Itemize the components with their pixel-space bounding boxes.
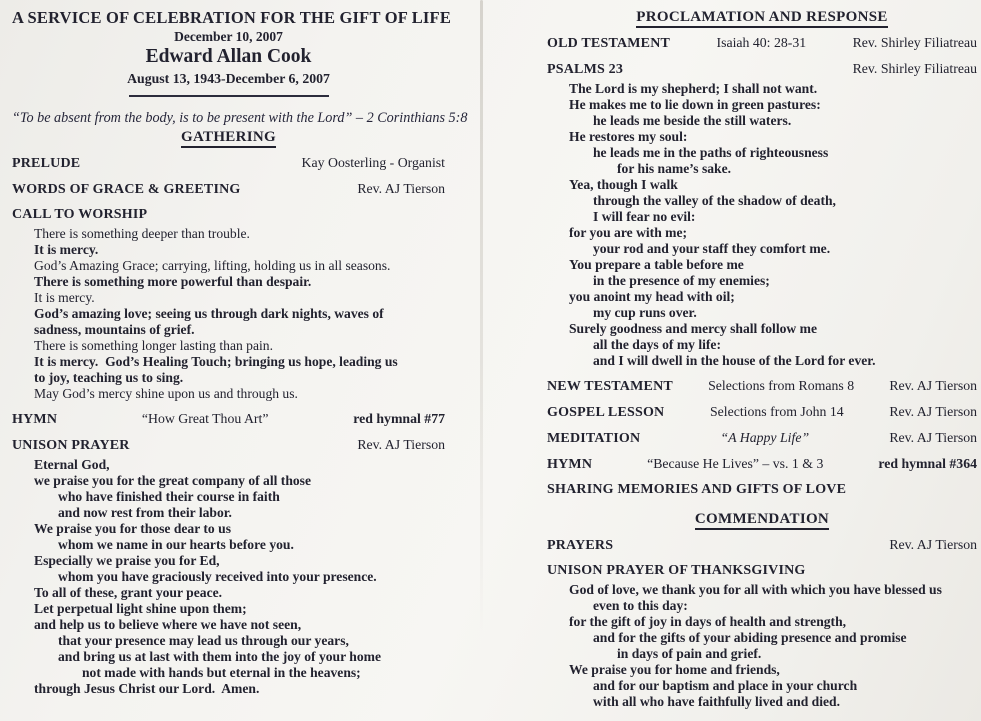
- text-line: God’s Amazing Grace; carrying, lifting, holding us in all seasons.: [34, 257, 391, 273]
- honoree-name: Edward Allan Cook: [145, 46, 312, 68]
- text-line: He restores my soul:: [569, 129, 688, 144]
- text-line: We praise you for those dear to us: [34, 520, 231, 536]
- text-line: that your presence may lead us through our years,: [58, 632, 349, 648]
- divider-rule: [129, 95, 329, 97]
- text-line: There is something deeper than trouble.: [34, 225, 250, 241]
- service-item-row: [547, 563, 977, 579]
- text-line: to joy, teaching us to sing.: [34, 369, 184, 385]
- text-line: who have finished their course in faith: [58, 488, 280, 504]
- text-line: Especially we praise you for Ed,: [34, 552, 220, 568]
- section-heading: [547, 511, 977, 528]
- text-line: Let perpetual light shine upon them;: [34, 600, 247, 616]
- service-item-label: UNISON PRAYER: [12, 437, 130, 453]
- service-item-row: [12, 155, 445, 172]
- text-line: whom we name in our hearts before you.: [58, 536, 294, 552]
- text-line: God of love, we thank you for all with which you have blessed us: [569, 582, 942, 597]
- program-title-block: [12, 7, 452, 88]
- text-line: and bring us at last with them into the joy of your home: [58, 648, 381, 664]
- text-line: with all who have faithfully lived and died.: [593, 694, 840, 709]
- section-heading: [547, 9, 977, 26]
- service-item-label: GOSPEL LESSON: [547, 405, 665, 420]
- service-item-leader: red hymnal #364: [878, 456, 977, 471]
- text-line: all the days of my life:: [593, 337, 721, 352]
- service-item-label: OLD TESTAMENT: [547, 36, 671, 51]
- text-line: we praise you for the great company of all those: [34, 472, 312, 488]
- text-line: my cup runs over.: [593, 305, 697, 320]
- life-dates: August 13, 1943-December 6, 2007: [127, 71, 330, 87]
- text-block: [547, 582, 977, 710]
- text-line: God’s amazing love; seeing us through dark nights, waves of: [34, 305, 384, 321]
- text-line: There is something longer lasting than pain.: [34, 337, 273, 353]
- text-line: through Jesus Christ our Lord. Amen.: [34, 680, 260, 696]
- text-line: and for our baptism and place in your church: [593, 678, 858, 693]
- text-line: through the valley of the shadow of death,: [593, 193, 836, 208]
- text-line: sadness, mountains of grief.: [34, 321, 195, 337]
- text-line: in the presence of my enemies;: [593, 273, 770, 288]
- service-item-detail: Selections from John 14: [709, 404, 844, 419]
- text-line: in days of pain and grief.: [617, 646, 762, 661]
- text-line: he leads me beside the still waters.: [593, 113, 792, 128]
- service-item-row: [547, 430, 977, 447]
- service-item-label: SHARING MEMORIES AND GIFTS OF LOVE: [547, 482, 847, 497]
- service-item-row: [547, 482, 977, 498]
- scripture-quote: “To be absent from the body, is to be present with the Lord” – 2 Corinthians 5:8: [12, 109, 468, 126]
- gathering-section: [12, 129, 445, 697]
- service-item-detail: Selections from Romans 8: [708, 378, 855, 393]
- service-item-leader: Rev. AJ Tierson: [357, 180, 445, 196]
- text-line: There is something more powerful than despair.: [34, 273, 312, 289]
- service-date: December 10, 2007: [174, 29, 283, 45]
- text-line: It is mercy. God’s Healing Touch; bringing us hope, leading us: [34, 353, 398, 369]
- text-line: he leads me in the paths of righteousness: [593, 145, 829, 160]
- text-block: [547, 81, 977, 369]
- text-block: [12, 457, 445, 697]
- service-item-detail: “Because He Lives” – vs. 1 & 3: [647, 456, 824, 471]
- service-item-row: [547, 537, 977, 554]
- left-page: [0, 0, 490, 721]
- text-line: whom you have graciously received into your presence.: [58, 568, 377, 584]
- service-item-label: HYMN: [12, 411, 58, 427]
- service-item-label: CALL TO WORSHIP: [12, 206, 148, 222]
- service-item-detail: “A Happy Life”: [720, 430, 810, 445]
- section-heading-text: GATHERING: [181, 129, 276, 148]
- text-line: May God’s mercy shine upon us and through us.: [34, 385, 298, 401]
- section-heading-text: PROCLAMATION AND RESPONSE: [636, 9, 887, 28]
- text-line: You prepare a table before me: [569, 257, 744, 272]
- service-item-row: [547, 35, 977, 52]
- service-item-leader: Rev. AJ Tierson: [889, 537, 977, 552]
- service-item-label: PRELUDE: [12, 155, 81, 171]
- service-item-row: [547, 404, 977, 421]
- service-item-leader: Rev. AJ Tierson: [889, 404, 977, 419]
- text-line: for the gift of joy in days of health and strength,: [569, 614, 847, 629]
- service-item-leader: red hymnal #77: [353, 410, 445, 426]
- service-item-leader: Rev. Shirley Filiatreau: [852, 61, 977, 76]
- text-line: not made with hands but eternal in the heavens;: [82, 664, 361, 680]
- service-item-label: PSALMS 23: [547, 62, 624, 77]
- service-item-detail: “How Great Thou Art”: [141, 410, 269, 426]
- text-line: To all of these, grant your peace.: [34, 584, 223, 600]
- service-item-label: MEDITATION: [547, 431, 641, 446]
- text-line: you anoint my head with oil;: [569, 289, 735, 304]
- service-item-leader: Kay Oosterling - Organist: [301, 154, 445, 170]
- text-block: [12, 226, 445, 402]
- right-page: [490, 0, 981, 721]
- service-item-row: [12, 411, 445, 428]
- text-line: for you are with me;: [569, 225, 688, 240]
- text-line: and help us to believe where we have not seen,: [34, 616, 302, 632]
- text-line: and for the gifts of your abiding presence and promise: [593, 630, 907, 645]
- section-heading-text: COMMENDATION: [695, 511, 829, 530]
- text-line: and now rest from their labor.: [58, 504, 232, 520]
- text-line: I will fear no evil:: [593, 209, 696, 224]
- service-item-leader: Rev. Shirley Filiatreau: [852, 35, 977, 50]
- text-line: Eternal God,: [34, 456, 110, 472]
- service-item-label: WORDS OF GRACE & GREETING: [12, 181, 241, 197]
- service-item-label: UNISON PRAYER OF THANKSGIVING: [547, 563, 806, 578]
- text-line: He makes me to lie down in green pastures:: [569, 97, 821, 112]
- service-item-row: [12, 181, 445, 198]
- service-item-leader: Rev. AJ Tierson: [889, 430, 977, 445]
- text-line: Yea, though I walk: [569, 177, 678, 192]
- service-item-label: NEW TESTAMENT: [547, 379, 673, 394]
- program-title: A SERVICE OF CELEBRATION FOR THE GIFT OF LIFE: [12, 8, 452, 27]
- section-heading: [12, 129, 445, 146]
- text-line: your rod and your staff they comfort me.: [593, 241, 831, 256]
- service-item-leader: Rev. AJ Tierson: [357, 436, 445, 452]
- text-line: It is mercy.: [34, 289, 95, 305]
- service-item-label: HYMN: [547, 457, 593, 472]
- text-line: The Lord is my shepherd; I shall not want.: [569, 81, 818, 96]
- service-item-row: [12, 437, 445, 454]
- text-line: for his name’s sake.: [617, 161, 732, 176]
- text-line: Surely goodness and mercy shall follow me: [569, 321, 817, 336]
- text-line: and I will dwell in the house of the Lord for ever.: [593, 353, 876, 368]
- service-item-detail: Isaiah 40: 28-31: [716, 35, 807, 50]
- service-item-row: [547, 456, 977, 473]
- service-item-label: PRAYERS: [547, 538, 614, 553]
- service-item-leader: Rev. AJ Tierson: [889, 378, 977, 393]
- service-item-row: [12, 207, 445, 223]
- service-item-row: [547, 61, 977, 78]
- service-item-row: [547, 378, 977, 395]
- text-line: even to this day:: [593, 598, 688, 613]
- proclamation-section: [547, 9, 977, 710]
- text-line: It is mercy.: [34, 241, 99, 257]
- text-line: We praise you for home and friends,: [569, 662, 780, 677]
